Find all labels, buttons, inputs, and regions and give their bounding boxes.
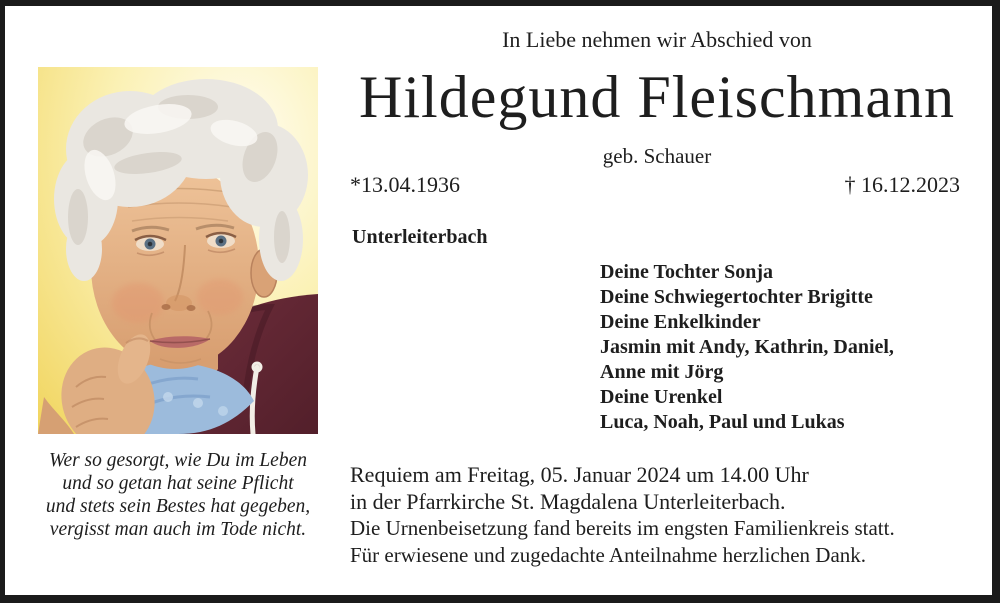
deceased-name: Hildegund Fleischmann <box>359 64 955 130</box>
family-line: Jasmin mit Andy, Kathrin, Daniel, <box>600 336 894 358</box>
service-line: in der Pfarrkirche St. Magdalena Unterleiterbach. <box>350 489 786 514</box>
service-line: Für erwiesene und zugedachte Anteilnahme herzlichen Dank. <box>350 543 867 567</box>
poem-line: vergisst man auch im Tode nicht. <box>49 519 307 540</box>
death-date: † 16.12.2023 <box>844 172 960 197</box>
service-line: Requiem am Freitag, 05. Januar 2024 um 14.00 Uhr <box>350 462 809 487</box>
family-line: Deine Enkelkinder <box>600 311 761 333</box>
birth-date: *13.04.1936 <box>350 172 460 197</box>
family-line: Deine Urenkel <box>600 386 723 408</box>
life-dates-row <box>350 172 960 198</box>
portrait-photo <box>38 67 318 434</box>
portrait-photo-illustration <box>38 67 318 434</box>
maiden-name: geb. Schauer <box>602 144 712 168</box>
family-line: Deine Schwiegertochter Brigitte <box>600 286 873 308</box>
service-info <box>350 461 895 569</box>
memorial-poem <box>23 449 333 541</box>
family-line: Luca, Noah, Paul und Lukas <box>600 411 845 433</box>
hometown: Unterleiterbach <box>352 226 488 248</box>
service-line: Die Urnenbeisetzung fand bereits im engsten Familienkreis statt. <box>350 516 895 540</box>
intro-line: In Liebe nehmen wir Abschied von <box>502 27 812 52</box>
poem-line: und stets sein Bestes hat gegeben, <box>45 496 311 517</box>
poem-line: Wer so gesorgt, wie Du im Leben <box>48 450 307 471</box>
family-line: Anne mit Jörg <box>600 361 724 383</box>
family-line: Deine Tochter Sonja <box>600 261 773 283</box>
poem-line: und so getan hat seine Pflicht <box>62 473 294 494</box>
family-list <box>600 260 894 435</box>
